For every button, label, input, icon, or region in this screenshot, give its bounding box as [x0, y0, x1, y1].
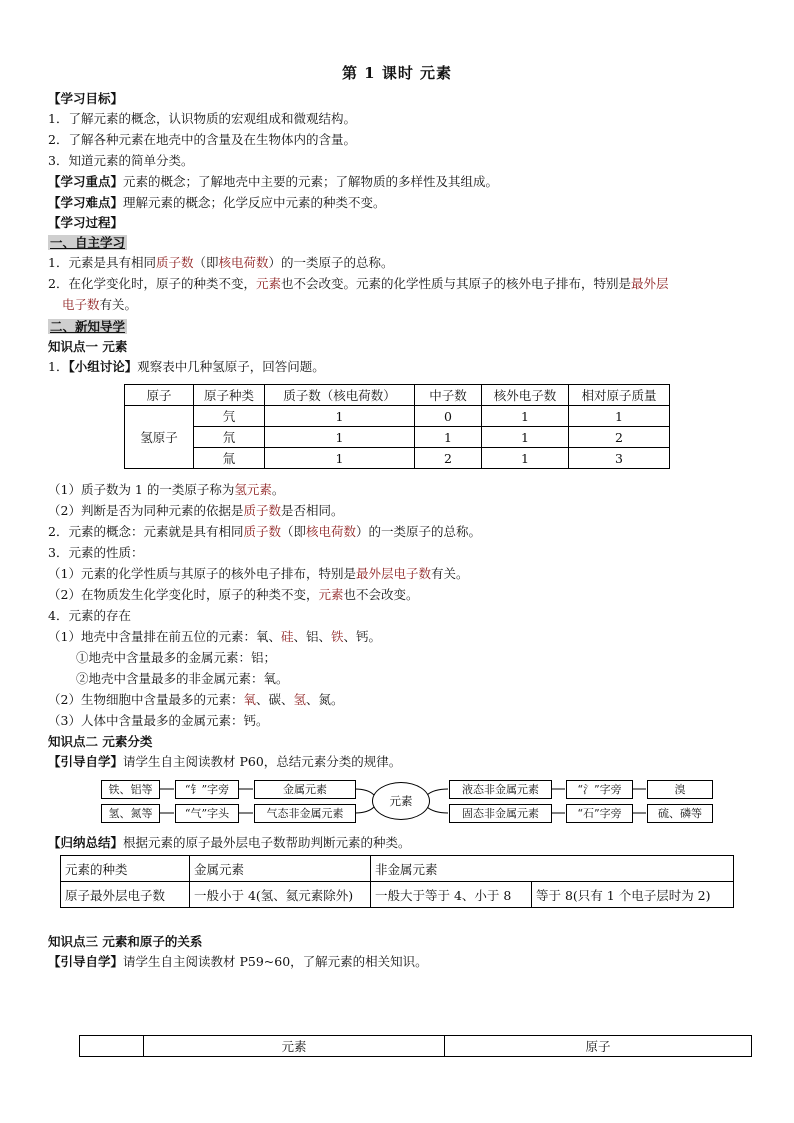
key-points-label: 【学习重点】: [48, 174, 124, 189]
diagram-node: “氵”字旁: [566, 780, 633, 799]
self-study-heading-text: 一、自主学习: [50, 235, 126, 250]
diagram-node: 固态非金属元素: [449, 804, 552, 823]
table-header: 相对原子质量: [569, 385, 670, 406]
diagram-node: 溴: [647, 780, 713, 799]
element-atom-table: [79, 1035, 752, 1057]
table-header: 元素: [144, 1036, 445, 1057]
existence-3: （3）人体中含量最多的金属元素：钙。: [48, 713, 269, 728]
table-header: 原子: [125, 385, 194, 406]
kp2-summary: 【归纳总结】根据元素的原子最外层电子数帮助判断元素的种类。: [48, 835, 411, 850]
table-cell: 1: [265, 448, 415, 469]
table-cell: 金属元素: [190, 856, 371, 882]
question-1: （1）质子数为 1 的一类原子称为氢元素。: [48, 482, 285, 497]
table-cell: 氚: [194, 448, 265, 469]
table-header: [80, 1036, 144, 1057]
table-cell: 1: [415, 427, 482, 448]
table-header: 核外电子数: [482, 385, 569, 406]
objective-item: 1．了解元素的概念，认识物质的宏观组成和微观结构。: [48, 111, 356, 126]
kp1-heading: 知识点一 元素: [48, 339, 128, 354]
objective-item: 3．知道元素的简单分类。: [48, 153, 194, 168]
diagram-node: 氢、氮等: [101, 804, 160, 823]
table-cell: 1: [265, 406, 415, 427]
existence-1: （1）地壳中含量排在前五位的元素：氧、硅、铝、铁、钙。: [48, 629, 382, 644]
table-header: 原子种类: [194, 385, 265, 406]
table-header: 中子数: [415, 385, 482, 406]
table-cell: 1: [482, 448, 569, 469]
page-title: 第 1 课时 元素: [341, 64, 453, 82]
element-concept: 2．元素的概念：元素就是具有相同质子数（即核电荷数）的一类原子的总称。: [48, 524, 482, 539]
diagram-center: 元素: [372, 782, 430, 820]
existence-heading: 4．元素的存在: [48, 608, 131, 623]
existence-1-sub-1: ①地壳中含量最多的金属元素：铝；: [76, 650, 277, 665]
existence-2: （2）生物细胞中含量最多的元素：氧、碳、氢、氮。: [48, 692, 344, 707]
table-cell: 氢原子: [125, 406, 194, 469]
property-1: （1）元素的化学性质与其原子的核外电子排布，特别是最外层电子数有关。: [48, 566, 469, 581]
diagram-node: 硫、磷等: [647, 804, 713, 823]
table-cell: 0: [415, 406, 482, 427]
diagram-node: 铁、铝等: [101, 780, 160, 799]
table-cell: 2: [569, 427, 670, 448]
kp2-guide: 【引导自学】请学生自主阅读教材 P60，总结元素分类的规律。: [48, 754, 402, 769]
table-cell: 等于 8(只有 1 个电子层时为 2): [532, 882, 734, 908]
new-learning-heading-text: 二、新知导学: [50, 319, 126, 334]
difficult-points-label: 【学习难点】: [48, 195, 124, 210]
table-cell: 元素的种类: [61, 856, 190, 882]
self-study-line-3: 电子数有关。: [62, 297, 138, 312]
table-cell: 一般小于 4(氢、氦元素除外): [190, 882, 371, 908]
kp1-discussion: 1．【小组讨论】观察表中几种氢原子，回答问题。: [48, 359, 325, 374]
objectives-heading: 【学习目标】: [48, 91, 124, 106]
diagram-node: “气”字头: [175, 804, 239, 823]
table-cell: 3: [569, 448, 670, 469]
diagram-node: 气态非金属元素: [254, 804, 356, 823]
table-header: 质子数（核电荷数）: [265, 385, 415, 406]
self-study-line-1: 1．元素是具有相同质子数（即核电荷数）的一类原子的总称。: [48, 255, 394, 270]
kp3-guide: 【引导自学】请学生自主阅读教材 P59~60，了解元素的相关知识。: [48, 954, 428, 969]
diagram-node: 金属元素: [254, 780, 356, 799]
difficult-points-text: 理解元素的概念；化学反应中元素的种类不变。: [123, 195, 386, 210]
classification-table: [60, 855, 734, 908]
key-points-text: 元素的概念；了解地壳中主要的元素；了解物质的多样性及其组成。: [123, 174, 499, 189]
question-2: （2）判断是否为同种元素的依据是质子数是否相同。: [48, 503, 344, 518]
diagram-node: “钅”字旁: [175, 780, 239, 799]
table-header: 原子: [445, 1036, 752, 1057]
table-cell: 2: [415, 448, 482, 469]
table-cell: 一般大于等于 4、小于 8: [371, 882, 532, 908]
diagram-node: “石”字旁: [566, 804, 633, 823]
table-cell: 氘: [194, 427, 265, 448]
existence-1-sub-2: ②地壳中含量最多的非金属元素：氧。: [76, 671, 289, 686]
table-cell: 1: [569, 406, 670, 427]
process-heading: 【学习过程】: [48, 215, 124, 230]
diagram-node: 液态非金属元素: [449, 780, 552, 799]
self-study-line-2: 2．在化学变化时，原子的种类不变，元素也不会改变。元素的化学性质与其原子的核外电子排布，特别是最外层: [48, 276, 669, 291]
table-cell: 非金属元素: [371, 856, 734, 882]
table-cell: 氕: [194, 406, 265, 427]
objective-item: 2．了解各种元素在地壳中的含量及在生物体内的含量。: [48, 132, 356, 147]
property-2: （2）在物质发生化学变化时，原子的种类不变，元素也不会改变。: [48, 587, 419, 602]
table-cell: 1: [482, 406, 569, 427]
table-cell: 1: [482, 427, 569, 448]
table-cell: 1: [265, 427, 415, 448]
kp2-heading: 知识点二 元素分类: [48, 734, 153, 749]
properties-heading: 3．元素的性质：: [48, 545, 144, 560]
table-cell: 原子最外层电子数: [61, 882, 190, 908]
kp3-heading: 知识点三 元素和原子的关系: [48, 934, 203, 949]
